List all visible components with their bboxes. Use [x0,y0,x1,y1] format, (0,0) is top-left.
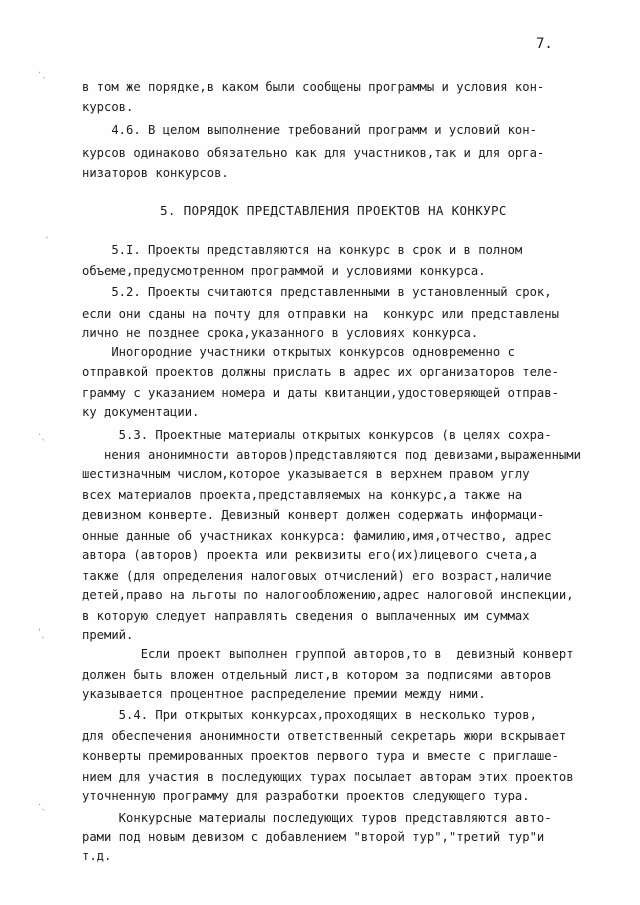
text-line: нием для участия в последующих турах посылает авторам этих проектов [82,770,574,785]
text-line: нения анонимности авторов)представляются под девизами,выраженными [82,448,581,463]
text-line: уточненную программу для разработки проектов следующего тура. [82,789,530,804]
text-line: должен быть вложен отдельный лист,в котором за подписями авторов [82,667,552,682]
text-line: детей,право на льготы по налогообложению,адрес налоговой инспекции, [82,587,574,602]
text-line: 5.2. Проекты считаются представленными в установленный срок, [82,285,552,300]
text-line: 5.3. Проектные материалы открытых конкурсов (в целях сохра- [82,428,552,443]
text-line: курсов. [82,100,134,114]
text-line: также (для определения налоговых отчислений) его возраст,наличие [82,568,552,583]
text-line: 4.6. В целом выполнение требований программ и условий кон- [82,123,537,137]
text-line: конверты премированных проектов первого тура и вместе с приглаше- [82,749,559,764]
text-line: рами под новым девизом с добавлением "второй тур","третий тур"и [82,830,545,845]
text-line: низаторов конкурсов. [82,166,229,180]
text-line: Конкурсные материалы последующих туров представляются авто- [82,811,552,826]
margin-mark: ·ˎ [38,800,47,811]
text-line: девизном конверте. Девизный конверт должен содержать информаци- [82,507,545,522]
text-line: грамму с указанием номера и даты квитанции,удостоверяющей отправ- [82,386,559,401]
text-line: указывается процентное распределение премии между ними. [82,687,486,702]
text-line: объеме,предусмотренном программой и условиями конкурса. [82,264,486,278]
text-line: Иногородние участники открытых конкурсов одновременно с [82,345,515,360]
section-heading: 5. ПОРЯДОК ПРЕДСТАВЛЕНИЯ ПРОЕКТОВ НА КОНКУРС [160,203,507,218]
margin-mark: ˈˎ [38,628,46,639]
text-line: автора (авторов) проекта или реквизиты его(их)лицевого счета,а [82,547,537,562]
text-line: Если проект выполнен группой авторов,то в девизный конверт [82,646,574,661]
text-line: т.д. [82,849,112,864]
text-line: онные данные об участниках конкурса: фамилию,имя,отчество, адрес [82,528,552,543]
margin-mark: ·ˏ [38,68,47,79]
text-line: 5.4. При открытых конкурсах,проходящих в несколько туров, [82,708,537,723]
text-line: в которую следует направлять сведения о выплаченных им суммах [82,608,530,623]
text-line: в том же порядке,в каком были сообщены программы и условия кон- [82,80,545,94]
text-line: лично не позднее срока,указанного в условиях конкурса. [82,326,479,341]
margin-mark: ·ˎ [38,430,47,441]
text-line: ку документации. [82,405,200,420]
text-line: всех материалов проекта,представляемых на конкурс,а также на [82,488,523,503]
text-line: для обеспечения анонимности ответственный секретарь жюри вскрывает [82,729,567,744]
text-line: отправкой проектов должны прислать в адрес их организаторов теле- [82,365,559,380]
text-line: если они сданы на почту для отправки на конкурс или представлены [82,306,559,321]
text-line: премий. [82,627,134,642]
page-number: 7. [536,36,553,52]
text-line: шестизначным числом,которое указывается в верхнем правом углу [82,467,530,482]
text-line: 5.I. Проекты представляются на конкурс в срок и в полном [82,243,523,257]
text-line: курсов одинаково обязательно как для участников,так и для орга- [82,146,545,160]
margin-mark: ˏ [44,228,49,239]
